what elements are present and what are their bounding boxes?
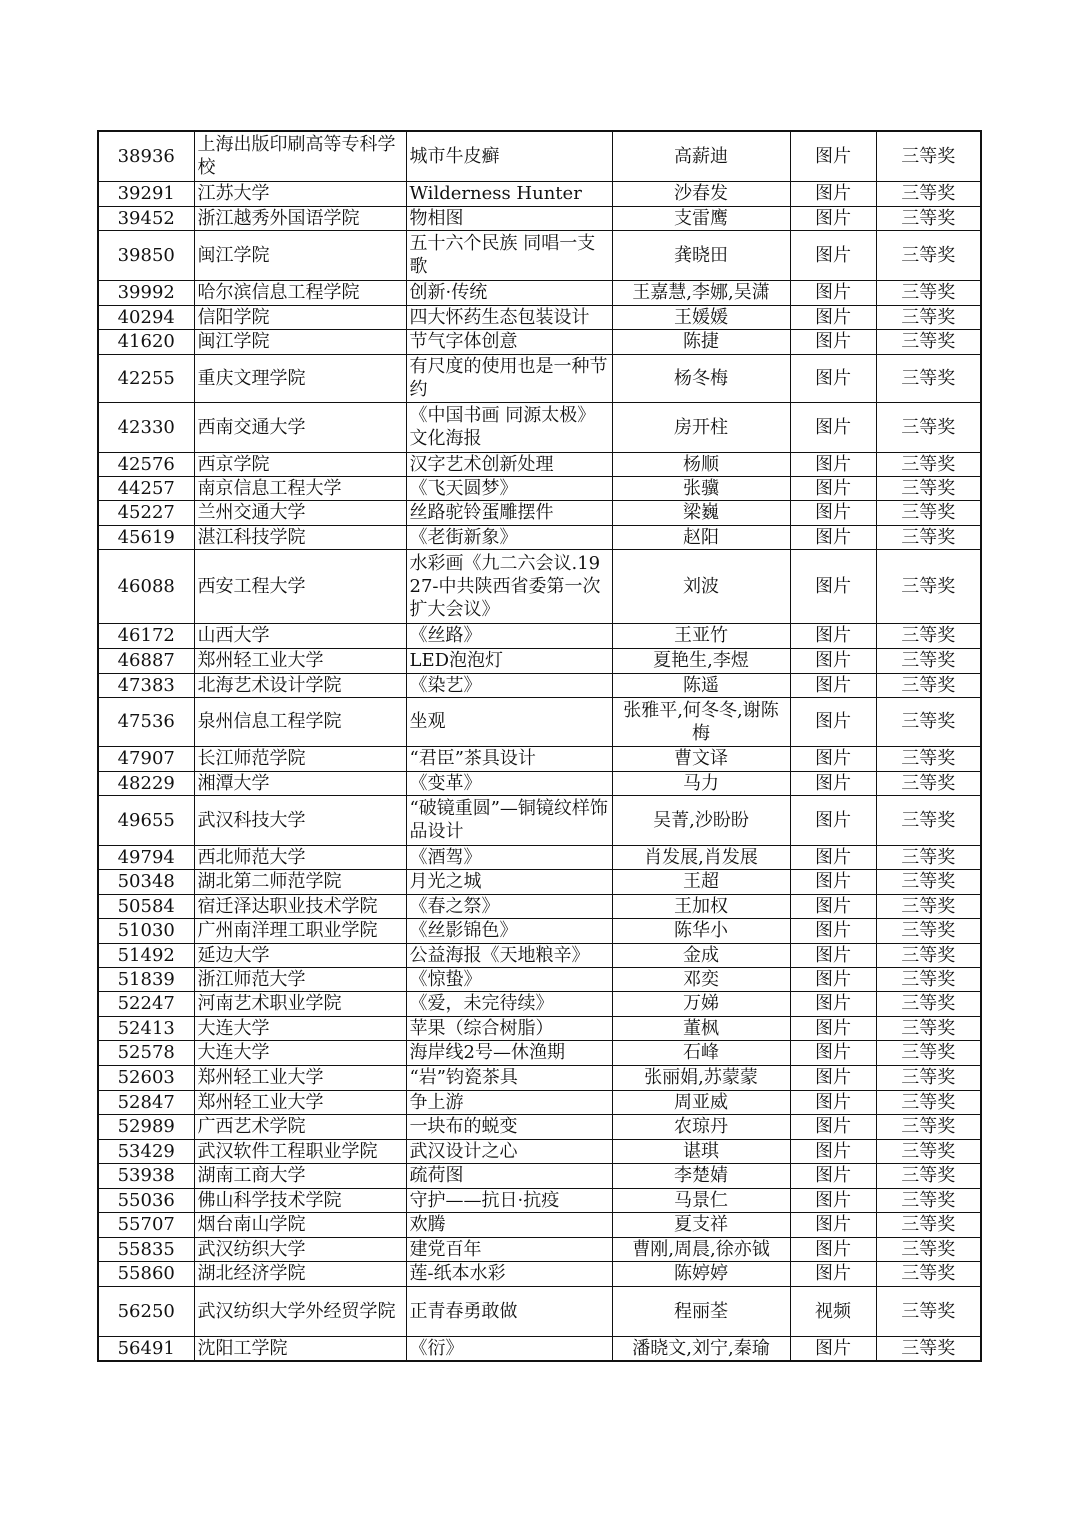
cell-school: 浙江越秀外国语学院 [194, 206, 406, 230]
cell-type: 图片 [790, 673, 876, 697]
cell-type: 图片 [790, 525, 876, 549]
cell-type: 图片 [790, 549, 876, 623]
cell-school: 广州南洋理工职业学院 [194, 918, 406, 943]
cell-work-title: 《丝路》 [406, 623, 612, 648]
cell-id: 40294 [98, 305, 194, 329]
cell-author: 陈捷 [612, 329, 790, 354]
cell-school: 西安工程大学 [194, 549, 406, 623]
table-row [98, 746, 981, 771]
cell-work-title: 《变革》 [406, 771, 612, 795]
cell-work-title: “破镜重圆”—铜镜纹样饰品设计 [406, 795, 612, 845]
cell-prize: 三等奖 [876, 1016, 981, 1040]
cell-id: 48229 [98, 771, 194, 795]
cell-school: 长江师范学院 [194, 746, 406, 771]
cell-school: 西北师范大学 [194, 845, 406, 869]
cell-id: 55036 [98, 1188, 194, 1212]
cell-prize: 三等奖 [876, 845, 981, 869]
cell-prize: 三等奖 [876, 1163, 981, 1188]
cell-work-title: 《中国书画 同源太极》文化海报 [406, 402, 612, 452]
table-row [98, 771, 981, 795]
cell-work-title: 节气字体创意 [406, 329, 612, 354]
cell-prize: 三等奖 [876, 1237, 981, 1261]
cell-work-title: 《染艺》 [406, 673, 612, 697]
cell-author: 赵阳 [612, 525, 790, 549]
cell-author: 农琼丹 [612, 1114, 790, 1139]
cell-id: 52578 [98, 1040, 194, 1065]
cell-id: 53938 [98, 1163, 194, 1188]
cell-id: 45227 [98, 500, 194, 525]
cell-id: 52603 [98, 1065, 194, 1090]
cell-school: 河南艺术职业学院 [194, 991, 406, 1016]
cell-prize: 三等奖 [876, 1090, 981, 1114]
table-row [98, 131, 981, 181]
cell-school: 湖北经济学院 [194, 1261, 406, 1286]
cell-school: 宿迁泽达职业技术学院 [194, 894, 406, 918]
cell-id: 39291 [98, 181, 194, 206]
cell-author: 夏支祥 [612, 1212, 790, 1237]
cell-prize: 三等奖 [876, 131, 981, 181]
cell-school: 广西艺术学院 [194, 1114, 406, 1139]
cell-prize: 三等奖 [876, 1261, 981, 1286]
cell-work-title: 月光之城 [406, 869, 612, 894]
cell-id: 47536 [98, 697, 194, 746]
cell-school: 佛山科学技术学院 [194, 1188, 406, 1212]
cell-id: 41620 [98, 329, 194, 354]
table-row [98, 549, 981, 623]
cell-author: 刘波 [612, 549, 790, 623]
cell-type: 图片 [790, 697, 876, 746]
cell-id: 52247 [98, 991, 194, 1016]
cell-type: 图片 [790, 1212, 876, 1237]
cell-school: 郑州轻工业大学 [194, 1065, 406, 1090]
table-row [98, 673, 981, 697]
table-row [98, 500, 981, 525]
cell-school: 西南交通大学 [194, 402, 406, 452]
cell-school: 兰州交通大学 [194, 500, 406, 525]
cell-type: 图片 [790, 918, 876, 943]
cell-work-title: 《惊蛰》 [406, 967, 612, 991]
table-row [98, 1016, 981, 1040]
table-row [98, 1261, 981, 1286]
cell-author: 沙春发 [612, 181, 790, 206]
cell-author: 龚晓田 [612, 230, 790, 280]
cell-author: 王超 [612, 869, 790, 894]
table-row [98, 1212, 981, 1237]
cell-author: 王媛媛 [612, 305, 790, 329]
cell-prize: 三等奖 [876, 452, 981, 476]
cell-prize: 三等奖 [876, 746, 981, 771]
table-row [98, 1040, 981, 1065]
cell-work-title: 《酒驾》 [406, 845, 612, 869]
cell-prize: 三等奖 [876, 991, 981, 1016]
table-row [98, 1065, 981, 1090]
cell-prize: 三等奖 [876, 549, 981, 623]
cell-type: 图片 [790, 500, 876, 525]
cell-id: 53429 [98, 1139, 194, 1163]
cell-work-title: 建党百年 [406, 1237, 612, 1261]
cell-prize: 三等奖 [876, 918, 981, 943]
cell-author: 张雅平,何冬冬,谢陈梅 [612, 697, 790, 746]
cell-author: 程丽荃 [612, 1286, 790, 1336]
cell-prize: 三等奖 [876, 894, 981, 918]
cell-type: 图片 [790, 1040, 876, 1065]
cell-prize: 三等奖 [876, 1040, 981, 1065]
cell-author: 董枫 [612, 1016, 790, 1040]
cell-work-title: Wilderness Hunter [406, 181, 612, 206]
cell-work-title: LED泡泡灯 [406, 648, 612, 673]
cell-type: 图片 [790, 623, 876, 648]
cell-work-title: 欢腾 [406, 1212, 612, 1237]
cell-type: 图片 [790, 967, 876, 991]
cell-type: 图片 [790, 1065, 876, 1090]
cell-type: 图片 [790, 206, 876, 230]
cell-work-title: 有尺度的使用也是一种节约 [406, 354, 612, 402]
cell-school: 武汉科技大学 [194, 795, 406, 845]
table-row [98, 1286, 981, 1336]
cell-author: 潘晓文,刘宁,秦瑜 [612, 1336, 790, 1361]
cell-prize: 三等奖 [876, 206, 981, 230]
cell-id: 46172 [98, 623, 194, 648]
cell-id: 39850 [98, 230, 194, 280]
cell-author: 李楚婧 [612, 1163, 790, 1188]
cell-work-title: 《飞天圆梦》 [406, 476, 612, 500]
cell-work-title: 《丝影锦色》 [406, 918, 612, 943]
cell-school: 哈尔滨信息工程学院 [194, 280, 406, 305]
cell-prize: 三等奖 [876, 623, 981, 648]
cell-type: 图片 [790, 894, 876, 918]
cell-id: 49655 [98, 795, 194, 845]
table-row [98, 869, 981, 894]
cell-type: 图片 [790, 1139, 876, 1163]
cell-school: 南京信息工程大学 [194, 476, 406, 500]
table-row [98, 697, 981, 746]
table-row [98, 845, 981, 869]
table-row [98, 206, 981, 230]
cell-work-title: 《爱，未完待续》 [406, 991, 612, 1016]
cell-type: 图片 [790, 181, 876, 206]
cell-author: 王加权 [612, 894, 790, 918]
cell-author: 谌琪 [612, 1139, 790, 1163]
cell-work-title: 守护——抗日·抗疫 [406, 1188, 612, 1212]
cell-id: 38936 [98, 131, 194, 181]
cell-author: 高薪迪 [612, 131, 790, 181]
table-row [98, 525, 981, 549]
table-row [98, 181, 981, 206]
table-row [98, 230, 981, 280]
cell-type: 图片 [790, 1261, 876, 1286]
cell-work-title: 公益海报《天地粮辛》 [406, 943, 612, 967]
cell-work-title: 《衍》 [406, 1336, 612, 1361]
cell-work-title: 海岸线2号—休渔期 [406, 1040, 612, 1065]
cell-id: 39452 [98, 206, 194, 230]
cell-work-title: 正青春勇敢做 [406, 1286, 612, 1336]
cell-prize: 三等奖 [876, 525, 981, 549]
award-table [97, 130, 982, 1362]
cell-school: 北海艺术设计学院 [194, 673, 406, 697]
cell-id: 51030 [98, 918, 194, 943]
cell-prize: 三等奖 [876, 1065, 981, 1090]
cell-author: 肖发展,肖发展 [612, 845, 790, 869]
cell-type: 图片 [790, 746, 876, 771]
cell-author: 张骥 [612, 476, 790, 500]
table-row [98, 1163, 981, 1188]
cell-id: 56491 [98, 1336, 194, 1361]
cell-prize: 三等奖 [876, 967, 981, 991]
cell-school: 湖南工商大学 [194, 1163, 406, 1188]
cell-work-title: 武汉设计之心 [406, 1139, 612, 1163]
cell-type: 图片 [790, 771, 876, 795]
cell-prize: 三等奖 [876, 697, 981, 746]
cell-school: 湘潭大学 [194, 771, 406, 795]
cell-type: 图片 [790, 845, 876, 869]
cell-prize: 三等奖 [876, 795, 981, 845]
cell-school: 湖北第二师范学院 [194, 869, 406, 894]
table-row [98, 1139, 981, 1163]
cell-prize: 三等奖 [876, 181, 981, 206]
cell-id: 46887 [98, 648, 194, 673]
cell-work-title: “岩”钧瓷茶具 [406, 1065, 612, 1090]
cell-school: 重庆文理学院 [194, 354, 406, 402]
cell-author: 陈遥 [612, 673, 790, 697]
cell-work-title: 一块布的蜕变 [406, 1114, 612, 1139]
cell-type: 图片 [790, 648, 876, 673]
cell-work-title: 丝路驼铃蛋雕摆件 [406, 500, 612, 525]
cell-author: 马景仁 [612, 1188, 790, 1212]
table-row [98, 452, 981, 476]
cell-type: 图片 [790, 354, 876, 402]
cell-prize: 三等奖 [876, 1114, 981, 1139]
cell-work-title: 争上游 [406, 1090, 612, 1114]
table-row [98, 280, 981, 305]
cell-prize: 三等奖 [876, 771, 981, 795]
cell-author: 房开柱 [612, 402, 790, 452]
cell-author: 吴菁,沙盼盼 [612, 795, 790, 845]
cell-id: 45619 [98, 525, 194, 549]
cell-id: 56250 [98, 1286, 194, 1336]
cell-work-title: 疏荷图 [406, 1163, 612, 1188]
cell-work-title: 莲-纸本水彩 [406, 1261, 612, 1286]
cell-type: 图片 [790, 1188, 876, 1212]
cell-id: 46088 [98, 549, 194, 623]
cell-author: 王嘉慧,李娜,吴潇 [612, 280, 790, 305]
cell-type: 图片 [790, 476, 876, 500]
cell-type: 图片 [790, 1016, 876, 1040]
cell-author: 夏艳生,李煜 [612, 648, 790, 673]
cell-school: 烟台南山学院 [194, 1212, 406, 1237]
cell-school: 上海出版印刷高等专科学校 [194, 131, 406, 181]
cell-author: 曹刚,周晨,徐亦钺 [612, 1237, 790, 1261]
cell-school: 湛江科技学院 [194, 525, 406, 549]
cell-prize: 三等奖 [876, 1286, 981, 1336]
cell-work-title: 坐观 [406, 697, 612, 746]
table-row [98, 1336, 981, 1361]
cell-type: 视频 [790, 1286, 876, 1336]
cell-school: 武汉纺织大学外经贸学院 [194, 1286, 406, 1336]
cell-prize: 三等奖 [876, 305, 981, 329]
cell-type: 图片 [790, 230, 876, 280]
cell-type: 图片 [790, 452, 876, 476]
cell-id: 51492 [98, 943, 194, 967]
cell-school: 武汉纺织大学 [194, 1237, 406, 1261]
cell-work-title: 苹果（综合树脂） [406, 1016, 612, 1040]
cell-prize: 三等奖 [876, 648, 981, 673]
cell-school: 山西大学 [194, 623, 406, 648]
cell-prize: 三等奖 [876, 1188, 981, 1212]
cell-type: 图片 [790, 795, 876, 845]
cell-type: 图片 [790, 329, 876, 354]
cell-school: 沈阳工学院 [194, 1336, 406, 1361]
cell-work-title: 《春之祭》 [406, 894, 612, 918]
cell-work-title: 《老街新象》 [406, 525, 612, 549]
cell-id: 55835 [98, 1237, 194, 1261]
cell-id: 42255 [98, 354, 194, 402]
cell-type: 图片 [790, 943, 876, 967]
cell-work-title: 创新·传统 [406, 280, 612, 305]
table-row [98, 476, 981, 500]
cell-author: 金成 [612, 943, 790, 967]
cell-id: 52847 [98, 1090, 194, 1114]
cell-work-title: 汉字艺术创新处理 [406, 452, 612, 476]
table-row [98, 354, 981, 402]
cell-school: 江苏大学 [194, 181, 406, 206]
cell-id: 42330 [98, 402, 194, 452]
cell-type: 图片 [790, 1090, 876, 1114]
cell-id: 55707 [98, 1212, 194, 1237]
cell-author: 马力 [612, 771, 790, 795]
cell-id: 42576 [98, 452, 194, 476]
cell-school: 闽江学院 [194, 329, 406, 354]
cell-id: 44257 [98, 476, 194, 500]
cell-author: 支雷鹰 [612, 206, 790, 230]
cell-author: 周亚威 [612, 1090, 790, 1114]
table-row [98, 1090, 981, 1114]
table-row [98, 943, 981, 967]
cell-author: 梁巍 [612, 500, 790, 525]
cell-prize: 三等奖 [876, 1336, 981, 1361]
cell-work-title: 四大怀药生态包装设计 [406, 305, 612, 329]
cell-id: 55860 [98, 1261, 194, 1286]
cell-type: 图片 [790, 305, 876, 329]
cell-type: 图片 [790, 1114, 876, 1139]
cell-school: 郑州轻工业大学 [194, 1090, 406, 1114]
cell-type: 图片 [790, 1237, 876, 1261]
cell-type: 图片 [790, 402, 876, 452]
cell-prize: 三等奖 [876, 673, 981, 697]
cell-type: 图片 [790, 991, 876, 1016]
cell-school: 信阳学院 [194, 305, 406, 329]
cell-school: 泉州信息工程学院 [194, 697, 406, 746]
cell-id: 52413 [98, 1016, 194, 1040]
table-row [98, 329, 981, 354]
cell-prize: 三等奖 [876, 280, 981, 305]
table-row [98, 967, 981, 991]
cell-id: 52989 [98, 1114, 194, 1139]
cell-author: 张丽娟,苏蒙蒙 [612, 1065, 790, 1090]
cell-prize: 三等奖 [876, 1212, 981, 1237]
cell-school: 闽江学院 [194, 230, 406, 280]
cell-author: 万娣 [612, 991, 790, 1016]
cell-school: 大连大学 [194, 1016, 406, 1040]
cell-type: 图片 [790, 131, 876, 181]
cell-author: 陈华小 [612, 918, 790, 943]
table-row [98, 918, 981, 943]
cell-prize: 三等奖 [876, 476, 981, 500]
table-row [98, 991, 981, 1016]
cell-id: 47383 [98, 673, 194, 697]
cell-prize: 三等奖 [876, 402, 981, 452]
cell-author: 邓奕 [612, 967, 790, 991]
cell-prize: 三等奖 [876, 869, 981, 894]
cell-author: 王亚竹 [612, 623, 790, 648]
table-row [98, 795, 981, 845]
cell-prize: 三等奖 [876, 354, 981, 402]
table-body [98, 131, 981, 1361]
cell-prize: 三等奖 [876, 230, 981, 280]
table-row [98, 648, 981, 673]
cell-school: 浙江师范大学 [194, 967, 406, 991]
cell-id: 49794 [98, 845, 194, 869]
cell-work-title: 水彩画《九二六会议.1927-中共陕西省委第一次扩大会议》 [406, 549, 612, 623]
cell-work-title: 城市牛皮癣 [406, 131, 612, 181]
table-row [98, 1114, 981, 1139]
cell-prize: 三等奖 [876, 329, 981, 354]
cell-author: 石峰 [612, 1040, 790, 1065]
cell-id: 50348 [98, 869, 194, 894]
table-row [98, 402, 981, 452]
cell-prize: 三等奖 [876, 500, 981, 525]
cell-school: 武汉软件工程职业学院 [194, 1139, 406, 1163]
cell-id: 50584 [98, 894, 194, 918]
cell-author: 杨顺 [612, 452, 790, 476]
cell-work-title: “君臣”茶具设计 [406, 746, 612, 771]
cell-type: 图片 [790, 869, 876, 894]
cell-author: 陈婷婷 [612, 1261, 790, 1286]
table-row [98, 305, 981, 329]
cell-id: 51839 [98, 967, 194, 991]
table-row [98, 1188, 981, 1212]
cell-school: 郑州轻工业大学 [194, 648, 406, 673]
cell-id: 39992 [98, 280, 194, 305]
table-row [98, 1237, 981, 1261]
cell-id: 47907 [98, 746, 194, 771]
cell-school: 大连大学 [194, 1040, 406, 1065]
cell-work-title: 物相图 [406, 206, 612, 230]
table-row [98, 623, 981, 648]
cell-prize: 三等奖 [876, 943, 981, 967]
cell-author: 曹文译 [612, 746, 790, 771]
cell-type: 图片 [790, 280, 876, 305]
cell-school: 延边大学 [194, 943, 406, 967]
cell-type: 图片 [790, 1336, 876, 1361]
table-row [98, 894, 981, 918]
cell-author: 杨冬梅 [612, 354, 790, 402]
cell-school: 西京学院 [194, 452, 406, 476]
cell-work-title: 五十六个民族 同唱一支歌 [406, 230, 612, 280]
cell-prize: 三等奖 [876, 1139, 981, 1163]
cell-type: 图片 [790, 1163, 876, 1188]
